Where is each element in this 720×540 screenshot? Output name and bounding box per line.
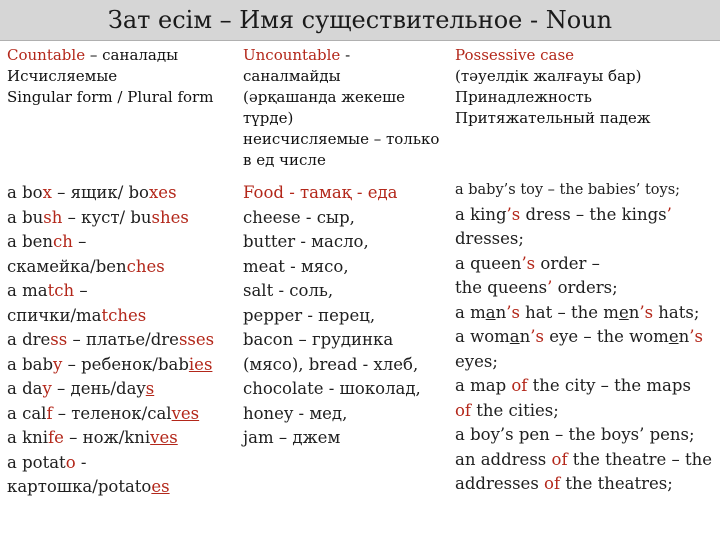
page-title: Зат есім – Имя существительное - Noun [0, 0, 720, 41]
possessive-kazakh: (тәуелдік жалғауы бар) [455, 67, 642, 85]
possessive-label: Possessive case [455, 46, 575, 64]
possessive-example-line: a boy’s pen – the boys’ pens; [455, 425, 695, 444]
countable-kazakh: – саналады [85, 46, 179, 64]
possessive-russian-1: Принадлежность [455, 88, 592, 106]
possessive-example-line: a woman’s eye – the women’s [455, 327, 703, 346]
countable-example-line: скамейка/benches [7, 256, 165, 276]
uncountable-example-line: butter - масло, [243, 232, 369, 251]
countable-example-line: a day – день/days [7, 379, 155, 398]
possessive-example-line: dresses; [455, 229, 524, 248]
uncountable-header: Uncountable - саналмайды (әрқашанда жекеше түрде) неисчисляемые – только в ед числе [243, 45, 453, 171]
possessive-example-line: eyes; [455, 351, 498, 371]
countable-examples [7, 181, 242, 500]
possessive-example-line: of the cities; [455, 400, 559, 420]
countable-label: Countable [7, 46, 86, 64]
uncountable-example-line: pepper - перец, [243, 305, 376, 325]
possessive-example-line: a queen’s order – [455, 253, 600, 273]
possessive-examples [455, 177, 717, 497]
uncountable-example-line: bacon – грудинка [243, 330, 394, 349]
uncountable-examples [243, 181, 453, 451]
countable-example-line: a baby – ребенок/babies [7, 354, 213, 374]
countable-example-line: a dress – платье/dresses [7, 330, 215, 349]
countable-example-line: a bush – куст/ bushes [7, 207, 189, 227]
countable-example-line: a potato - [7, 452, 87, 472]
possessive-example-line: the queens’ orders; [455, 278, 618, 297]
countable-russian: Исчисляемые [7, 67, 118, 85]
possessive-example-line: a man’s hat – the men’s hats; [455, 302, 700, 322]
countable-header [7, 45, 235, 108]
possessive-russian-2: Притяжательный падеж [455, 109, 651, 127]
possessive-example-line: a king’s dress – the kings’ [455, 204, 672, 224]
countable-example-line: a calf – теленок/calves [7, 403, 200, 423]
uncountable-example-line: salt - соль, [243, 281, 334, 300]
uncountable-example-line: chocolate - шоколад, [243, 379, 421, 398]
countable-example-line: спички/matches [7, 305, 147, 325]
countable-example-line: a box – ящик/ boxes [7, 183, 177, 202]
countable-example-line: a match – [7, 281, 88, 300]
uncountable-example-line: honey - мед, [243, 403, 348, 423]
possessive-example-line: addresses of the theatres; [455, 474, 673, 493]
uncountable-example-line: jam – джем [243, 428, 341, 447]
uncountable-russian: неисчисляемые – только [243, 130, 440, 148]
uncountable-kazakh: саналмайды [243, 67, 341, 85]
countable-forms: Singular form / Plural form [7, 88, 214, 106]
countable-example-line: a knife – нож/knives [7, 428, 178, 447]
uncountable-example-line: cheese - сыр, [243, 207, 355, 227]
uncountable-example-line: Food - тамақ - еда [243, 183, 398, 202]
uncountable-example-line: meat - мясо, [243, 256, 349, 276]
uncountable-label: Uncountable [243, 46, 341, 64]
possessive-example-line: a map of the city – the maps [455, 376, 691, 395]
possessive-header [455, 45, 717, 129]
uncountable-example-line: (мясо), bread - хлеб, [243, 354, 419, 374]
possessive-example-line: an address of the theatre – the [455, 449, 712, 469]
possessive-example-line: a baby’s toy – the babies’ toys; [455, 182, 681, 198]
countable-example-line: картошка/potatoes [7, 477, 170, 496]
countable-example-line: a bench – [7, 232, 87, 251]
